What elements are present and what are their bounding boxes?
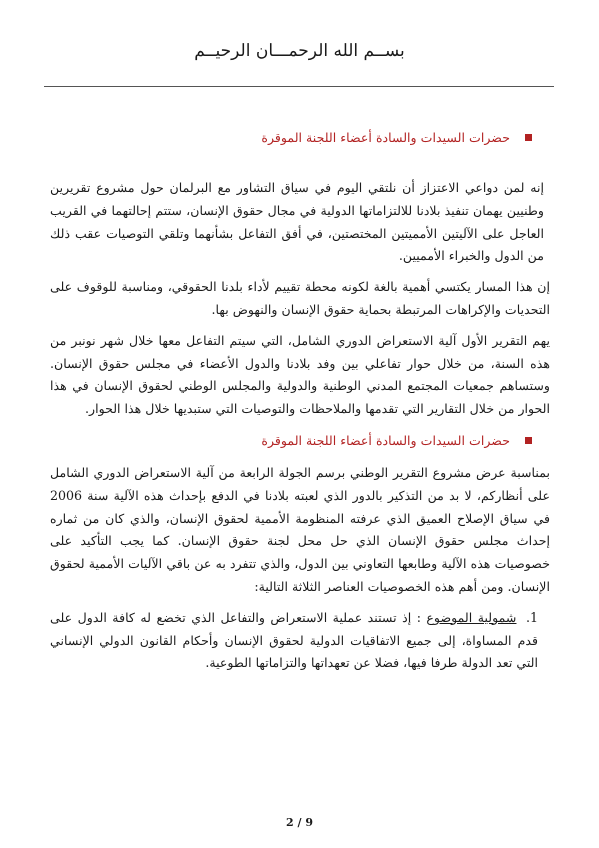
list-item-1-text: : إذ تستند عملية الاستعراض والتفاعل الذي تخضع له كافة الدول على قدم المساواة، إلى جميع الاتفاقيات الدولية لحقوق الإنسان وأحكام القانون الدولي الإنساني التي تعد الدولة طرفا فيها، فضلا عن تعهداتها والتزاماتها الطوعية.	[50, 609, 538, 671]
section-heading-2-text: حضرات السيدات والسادة أعضاء اللجنة الموقرة	[261, 432, 510, 448]
list-item-1-number: 1.	[525, 609, 538, 625]
section-heading-2	[50, 429, 550, 453]
list-item-1	[50, 607, 550, 675]
basmala-header: بســم الله الرحمـــان الرحيــم	[194, 41, 405, 61]
list-item-1-term: شمولية الموضوع	[426, 609, 517, 625]
square-bullet-icon	[525, 134, 532, 141]
paragraph-4: بمناسبة عرض مشروع التقرير الوطني برسم الجولة الرابعة من آلية الاستعراض الدوري الشامل على أنظاركم، لا بد من التذكير بالدور الذي لعبته بلادنا في الدفع بإحداث هذه الآلية سنة 2006 في سياق الإصلاح العميق الذي عرفته المنظومة الأممية لحقوق الإنسان، والذي كان من ثماره إحداث مجلس حقوق الإنسان الذي حل محل لجنة حقوق الإنسان. كما يجب التأكيد على خصوصيات هذه الآلية وطابعها التعاوني بين الدول، والذي تتفرد به عن باقي الآليات الأممية لحقوق الإنسان. ومن أهم هذه الخصوصيات العناصر الثلاثة التالية:	[50, 464, 550, 594]
paragraph-1: إنه لمن دواعي الاعتزاز أن نلتقي اليوم في سياق التشاور مع البرلمان حول مشروع تقريرين وطنيين يهمان تنفيذ بلادنا للالتزاماتها الدولية في مجال حقوق الإنسان، ستتم إحالتهما في القريب العاجل على الآليتين الأمميتين المختصتين، في أفق التفاعل بشأنهما وتلقي التوصيات عقب ذلك من الدول والخبراء الأمميين.	[50, 180, 544, 264]
paragraph-2: إن هذا المسار يكتسي أهمية بالغة لكونه محطة تقييم لأداء بلدنا الحقوقي، ومناسبة للوقوف على التحديات والإكراهات المرتبطة بحماية حقوق الإنسان والنهوض بها.	[50, 279, 550, 317]
document-body	[50, 126, 550, 675]
paragraph-3: يهم التقرير الأول آلية الاستعراض الدوري الشامل، التي سيتم التفاعل معها خلال شهر نونبر من هذه السنة، من خلال حوار تفاعلي بين وفد بلادنا والدول الأعضاء في مجلس حقوق الإنسان. وستساهم جمعيات المجتمع المدني الوطنية والدولية والمجلس الوطني لحقوق الإنسان في هذا الحوار من خلال التقارير التي تقدمها والملاحظات والتوصيات التي ستبديها خلال هذا الحوار.	[50, 332, 550, 417]
page-number: 2 / 9	[286, 816, 313, 829]
section-heading-1	[50, 126, 550, 150]
section-heading-1-text: حضرات السيدات والسادة أعضاء اللجنة الموقرة	[261, 130, 510, 145]
square-bullet-icon	[525, 437, 532, 444]
header-divider	[44, 86, 554, 87]
